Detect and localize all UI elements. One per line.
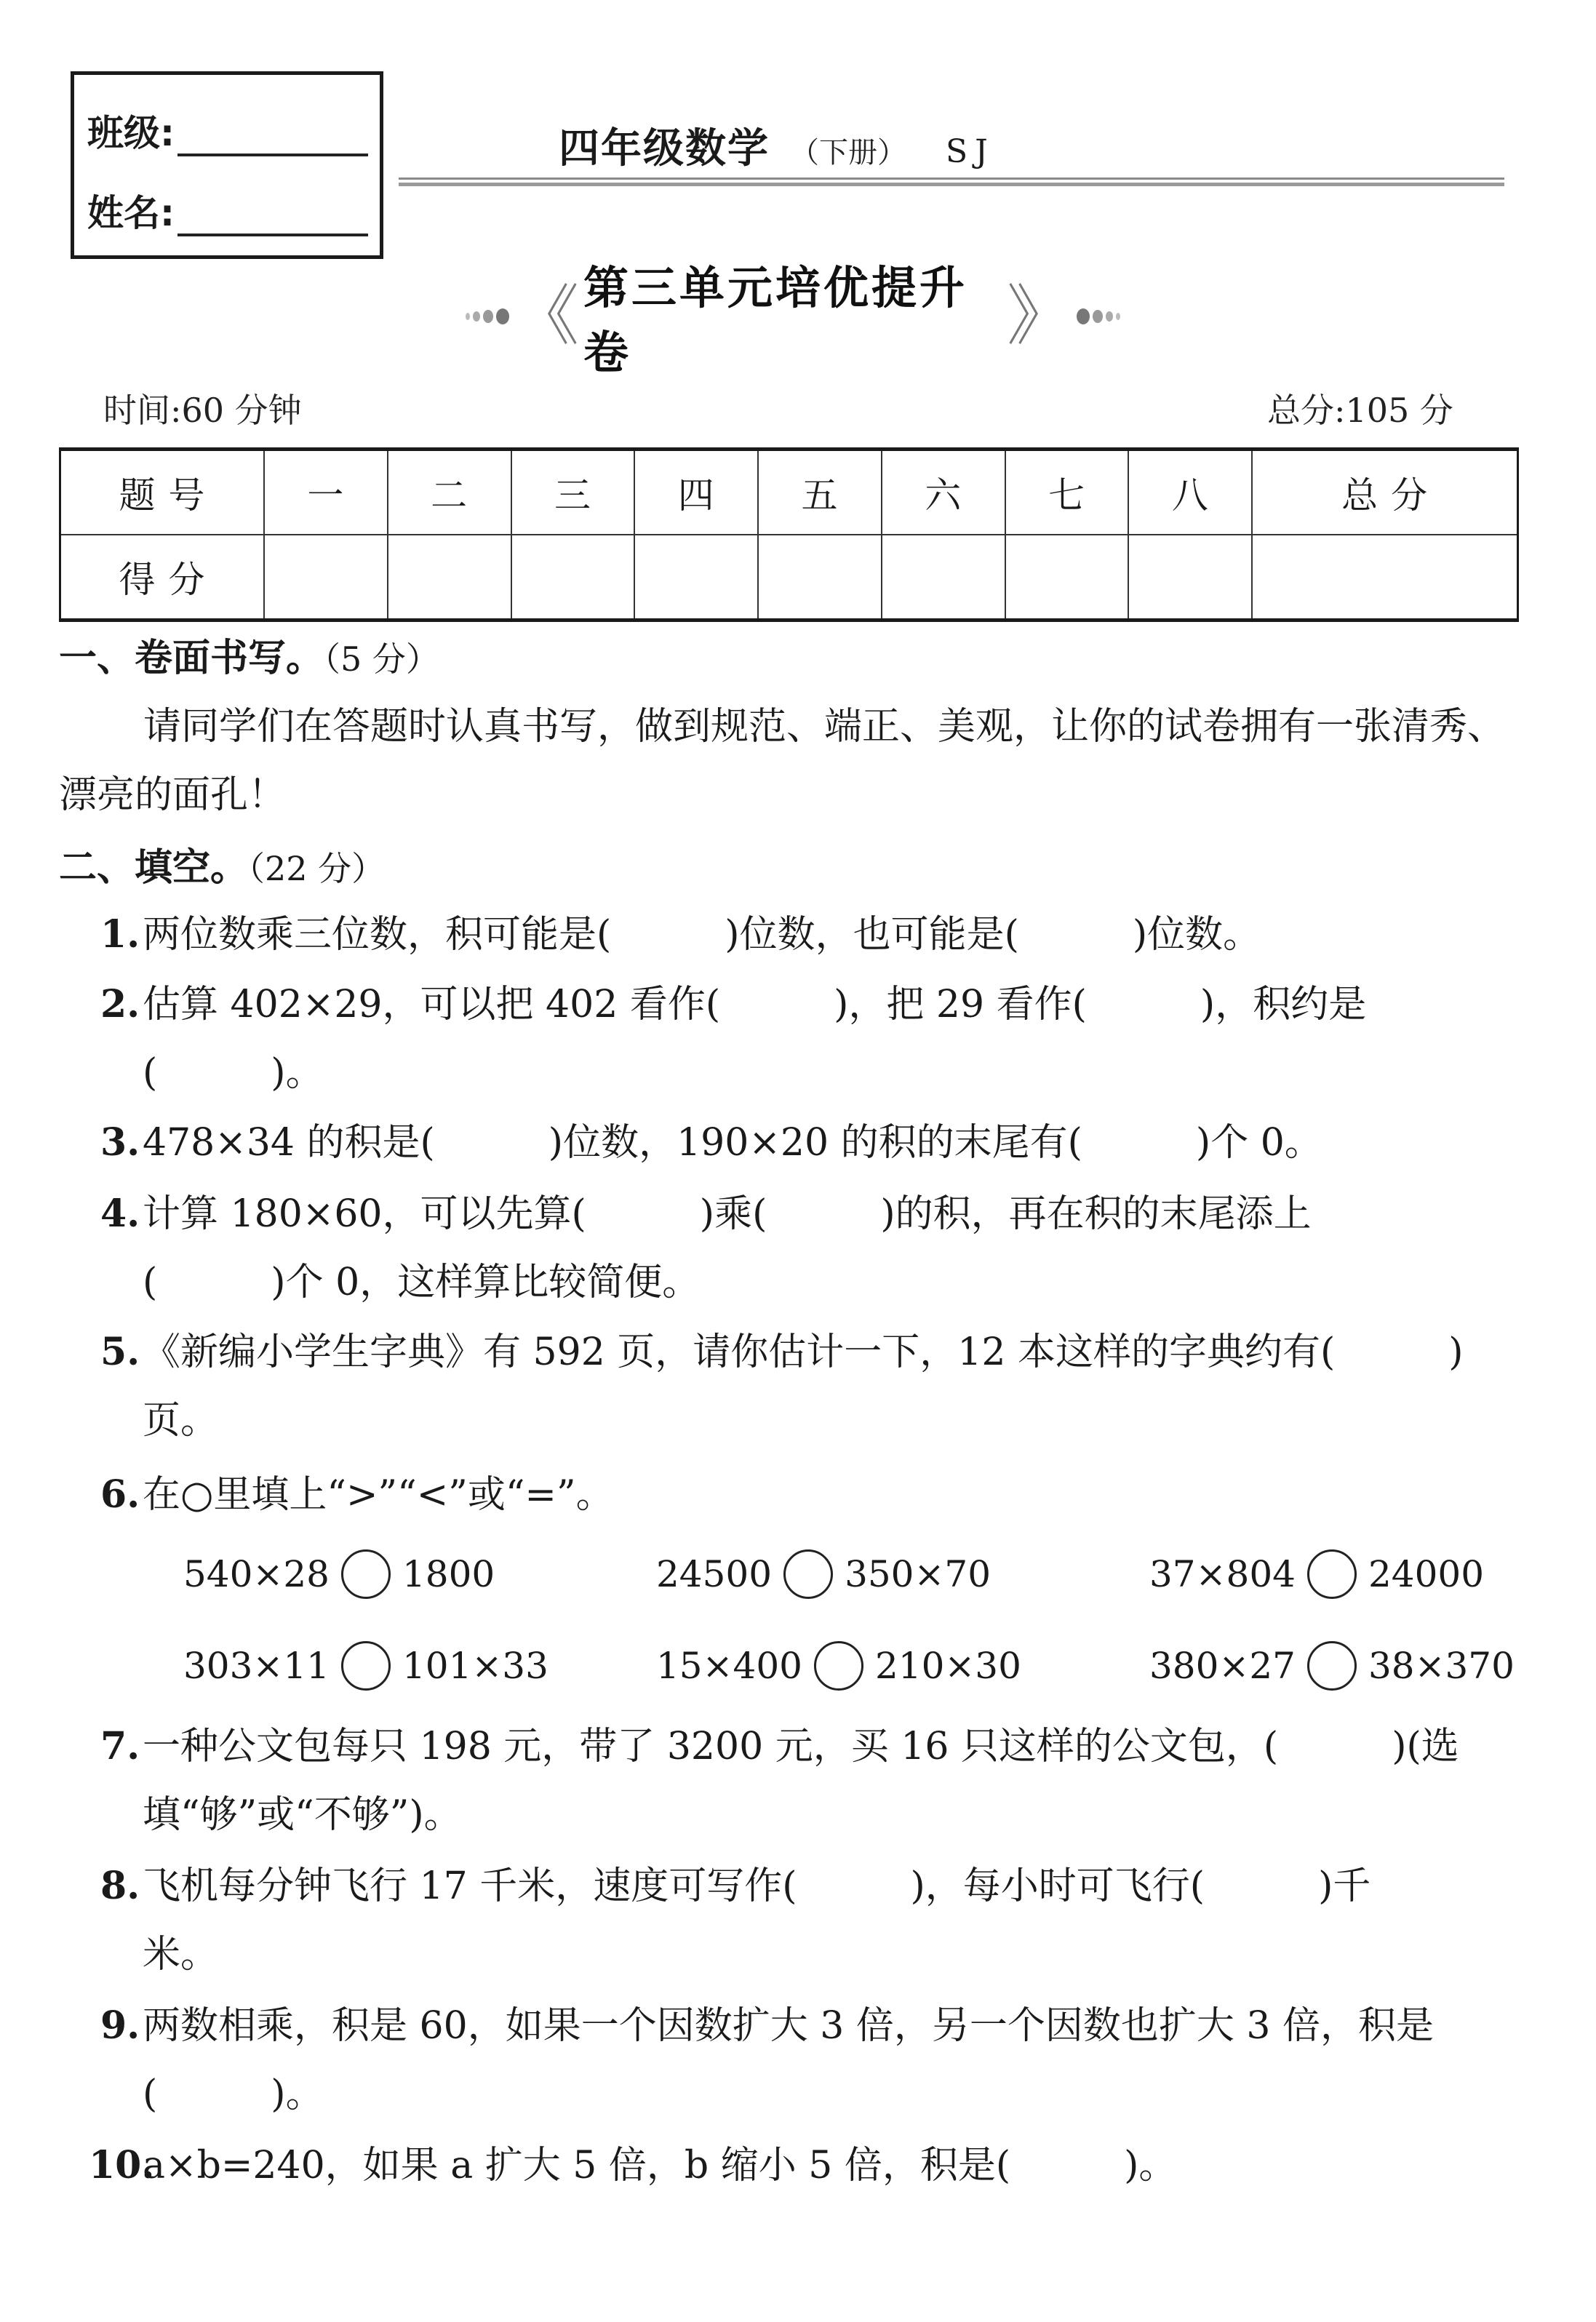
comparison-item — [656, 1549, 991, 1599]
question-4 — [100, 1180, 1521, 1317]
question-number: 4. — [100, 1192, 140, 1236]
score-cell[interactable] — [758, 535, 882, 621]
answer-circle-icon[interactable] — [814, 1641, 863, 1691]
comparison-right: 210×30 — [874, 1645, 1021, 1687]
comparison-right: 350×70 — [845, 1553, 991, 1595]
question-text-cont: 页。 — [143, 1399, 219, 1443]
answer-circle-icon[interactable] — [783, 1549, 833, 1599]
question-2 — [100, 970, 1521, 1107]
question-number: 2. — [100, 982, 140, 1026]
comparison-item — [1149, 1549, 1484, 1599]
question-text: a×b=240，如果 a 扩大 5 倍，b 缩小 5 倍，积是( )。 — [143, 2144, 1177, 2187]
section-1-body-line-1: 请同学们在答题时认真书写，做到规范、端正、美观，让你的试卷拥有一张清秀、 — [143, 705, 1506, 749]
question-6 — [100, 1461, 1521, 1529]
column-header: 五 — [758, 450, 882, 535]
question-text-cont: 米。 — [143, 1933, 219, 1976]
comparison-left: 540×28 — [183, 1553, 330, 1595]
section-1-title: 一、卷面书写。 — [59, 637, 324, 680]
comparison-right: 1800 — [402, 1553, 495, 1595]
question-number: 6. — [100, 1472, 140, 1517]
question-5 — [100, 1318, 1521, 1455]
question-text: 一种公文包每只 198 元，带了 3200 元，买 16 只这样的公文包，( )(选 — [143, 1725, 1459, 1768]
comparison-item — [183, 1549, 495, 1599]
column-header: 七 — [1005, 450, 1129, 535]
question-number: 8. — [100, 1864, 140, 1908]
section-2-heading — [59, 837, 385, 891]
exam-total-score: 总分:105 分 — [1267, 391, 1453, 430]
section-2-points: （22 分） — [248, 849, 386, 888]
score-row — [60, 535, 1518, 621]
answer-circle-icon[interactable] — [1307, 1549, 1357, 1599]
section-1-heading — [59, 627, 439, 682]
title-divider-thick — [399, 183, 1504, 186]
score-cell-total[interactable] — [1252, 535, 1517, 621]
comparison-right: 101×33 — [402, 1645, 548, 1687]
question-text-cont: ( )。 — [143, 1051, 324, 1095]
comparison-left: 37×804 — [1149, 1553, 1296, 1595]
section-2-title: 二、填空。 — [59, 846, 249, 890]
question-text: 478×34 的积是( )位数，190×20 的积的末尾有( )个 0。 — [143, 1121, 1322, 1165]
question-text: 估算 402×29，可以把 402 看作( )，把 29 看作( )，积约是 — [143, 983, 1367, 1026]
question-number: 7. — [100, 1724, 140, 1768]
score-cell[interactable] — [882, 535, 1005, 621]
student-info-box — [71, 71, 383, 259]
answer-circle-icon[interactable] — [341, 1549, 391, 1599]
comparison-item — [656, 1641, 1021, 1691]
column-header: 六 — [882, 450, 1005, 535]
name-field[interactable] — [87, 184, 368, 236]
column-header: 八 — [1128, 450, 1252, 535]
comparison-item — [1149, 1641, 1515, 1691]
right-bracket-icon: 》 — [1007, 278, 1072, 354]
name-label: 姓名: — [87, 192, 175, 234]
name-input-line[interactable] — [177, 204, 368, 236]
row-header-question-no: 题号 — [60, 450, 264, 535]
answer-circle-icon[interactable] — [341, 1641, 391, 1691]
answer-circle-icon[interactable] — [1307, 1641, 1357, 1691]
question-10 — [89, 2131, 1521, 2200]
score-cell[interactable] — [1128, 535, 1252, 621]
section-1-body-line-2: 漂亮的面孔！ — [59, 773, 287, 817]
question-number: 5. — [100, 1330, 140, 1374]
column-header-total: 总分 — [1252, 450, 1517, 535]
question-9 — [100, 1992, 1521, 2128]
section-1-body-cont — [59, 761, 1521, 829]
question-text: 两位数乘三位数，积可能是( )位数，也可能是( )位数。 — [143, 913, 1261, 957]
title-divider — [399, 177, 1504, 180]
banner-title: 第三单元培优提升卷 — [583, 261, 968, 379]
column-header: 二 — [388, 450, 511, 535]
class-label: 班级: — [87, 112, 175, 154]
column-header: 三 — [511, 450, 635, 535]
comparison-left: 380×27 — [1149, 1645, 1296, 1687]
question-number: 9. — [100, 2003, 140, 2048]
question-7 — [100, 1712, 1521, 1849]
question-text-cont: ( )个 0，这样算比较简便。 — [143, 1261, 701, 1304]
comparison-item — [183, 1641, 548, 1691]
comparison-right: 24000 — [1368, 1553, 1485, 1595]
comparison-left: 24500 — [656, 1553, 773, 1595]
question-number-row — [60, 450, 1518, 535]
comparison-left: 15×400 — [656, 1645, 802, 1687]
class-field[interactable] — [87, 104, 368, 156]
volume-label: （下册） — [790, 136, 906, 169]
subject-title: 四年级数学 — [559, 125, 770, 172]
section-1-body — [59, 693, 1521, 761]
edition-code: SJ — [946, 133, 995, 170]
question-number: 10. — [89, 2143, 155, 2187]
comparison-right: 38×370 — [1368, 1645, 1515, 1687]
column-header: 一 — [264, 450, 388, 535]
question-3 — [100, 1109, 1521, 1177]
dots-decoration-right-icon — [1077, 308, 1120, 324]
score-cell[interactable] — [634, 535, 758, 621]
comparison-left: 303×11 — [183, 1645, 330, 1687]
row-header-score: 得分 — [60, 535, 264, 621]
unit-banner — [466, 261, 1120, 379]
score-table — [59, 447, 1519, 622]
exam-time: 时间:60 分钟 — [103, 391, 302, 430]
class-input-line[interactable] — [177, 124, 368, 156]
section-1-points: （5 分） — [324, 639, 439, 679]
score-cell[interactable] — [511, 535, 635, 621]
score-cell[interactable] — [388, 535, 511, 621]
question-text-cont: ( )。 — [143, 2072, 324, 2116]
question-text: 两数相乘，积是 60，如果一个因数扩大 3 倍，另一个因数也扩大 3 倍，积是 — [143, 2004, 1434, 2048]
score-cell[interactable] — [1005, 535, 1129, 621]
column-header: 四 — [634, 450, 758, 535]
question-number: 3. — [100, 1120, 140, 1165]
dots-decoration-left-icon — [466, 308, 509, 324]
question-text: 计算 180×60，可以先算( )乘( )的积，再在积的末尾添上 — [143, 1192, 1312, 1236]
question-8 — [100, 1852, 1521, 1989]
left-bracket-icon: 《 — [514, 278, 579, 354]
question-text-cont: 填“够”或“不够”)。 — [143, 1793, 462, 1837]
question-1 — [100, 901, 1521, 969]
score-cell[interactable] — [264, 535, 388, 621]
question-number: 1. — [100, 912, 140, 957]
question-text: 《新编小学生字典》有 592 页，请你估计一下，12 本这样的字典约有( ) — [143, 1330, 1464, 1374]
question-text: 在○里填上“>”“<”或“=”。 — [143, 1473, 614, 1517]
question-text: 飞机每分钟飞行 17 千米，速度可写作( )，每小时可飞行( )千 — [143, 1864, 1371, 1908]
